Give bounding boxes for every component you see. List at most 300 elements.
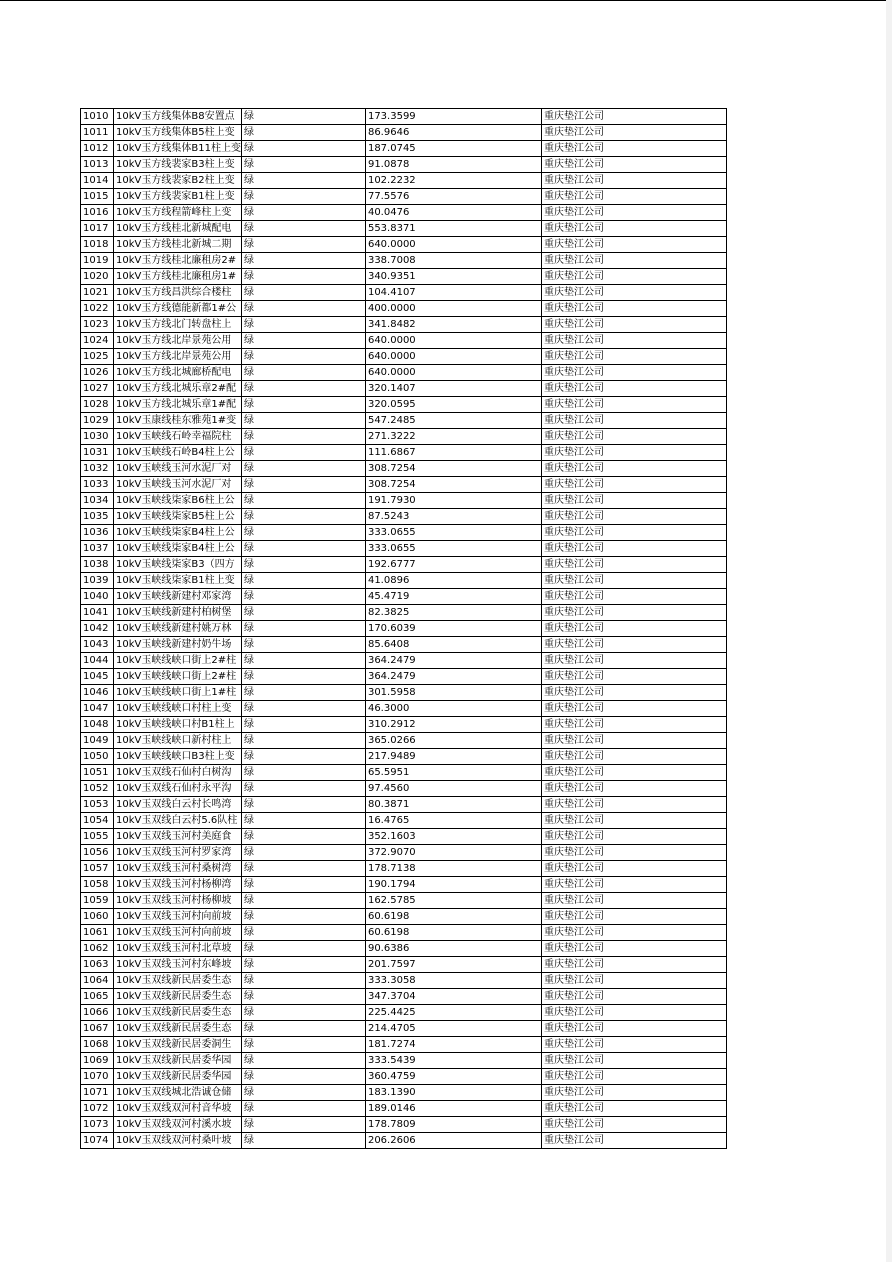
table-row xyxy=(81,605,727,621)
cell-id: 1064 xyxy=(81,973,114,989)
cell-company: 重庆垫江公司 xyxy=(541,685,726,701)
table-row xyxy=(81,1133,727,1149)
cell-status: 绿 xyxy=(241,349,365,365)
cell-company: 重庆垫江公司 xyxy=(541,813,726,829)
cell-name: 10kV玉双线城北浩诚仓储 xyxy=(114,1085,242,1101)
cell-company: 重庆垫江公司 xyxy=(541,349,726,365)
cell-status: 绿 xyxy=(241,989,365,1005)
cell-id: 1053 xyxy=(81,797,114,813)
cell-id: 1045 xyxy=(81,669,114,685)
cell-value: 320.0595 xyxy=(365,397,541,413)
cell-id: 1039 xyxy=(81,573,114,589)
cell-value: 191.7930 xyxy=(365,493,541,509)
cell-name: 10kV玉峡线柒家B5柱上公 xyxy=(114,509,242,525)
cell-id: 1037 xyxy=(81,541,114,557)
cell-id: 1023 xyxy=(81,317,114,333)
cell-status: 绿 xyxy=(241,717,365,733)
cell-name: 10kV玉方线裴家B3柱上变 xyxy=(114,157,242,173)
cell-status: 绿 xyxy=(241,605,365,621)
cell-company: 重庆垫江公司 xyxy=(541,205,726,221)
cell-value: 85.6408 xyxy=(365,637,541,653)
cell-status: 绿 xyxy=(241,189,365,205)
table-row xyxy=(81,621,727,637)
cell-status: 绿 xyxy=(241,413,365,429)
cell-name: 10kV玉峡线新建村奶牛场 xyxy=(114,637,242,653)
table-row xyxy=(81,589,727,605)
cell-id: 1014 xyxy=(81,173,114,189)
cell-name: 10kV玉双线玉河村向前坡 xyxy=(114,909,242,925)
cell-status: 绿 xyxy=(241,541,365,557)
cell-value: 82.3825 xyxy=(365,605,541,621)
cell-company: 重庆垫江公司 xyxy=(541,157,726,173)
table-row xyxy=(81,525,727,541)
table-row xyxy=(81,141,727,157)
cell-name: 10kV玉方线桂北新城二期 xyxy=(114,237,242,253)
table-row xyxy=(81,669,727,685)
cell-name: 10kV玉方线裴家B2柱上变 xyxy=(114,173,242,189)
cell-id: 1062 xyxy=(81,941,114,957)
table-row xyxy=(81,557,727,573)
cell-id: 1022 xyxy=(81,301,114,317)
cell-name: 10kV玉双线玉河村向前坡 xyxy=(114,925,242,941)
table-row xyxy=(81,1101,727,1117)
cell-status: 绿 xyxy=(241,141,365,157)
cell-name: 10kV玉峡线柒家B3（四方 xyxy=(114,557,242,573)
cell-status: 绿 xyxy=(241,365,365,381)
cell-name: 10kV玉峡线峡口街上1#柱 xyxy=(114,685,242,701)
cell-id: 1033 xyxy=(81,477,114,493)
cell-value: 187.0745 xyxy=(365,141,541,157)
cell-company: 重庆垫江公司 xyxy=(541,1117,726,1133)
cell-value: 364.2479 xyxy=(365,653,541,669)
cell-value: 190.1794 xyxy=(365,877,541,893)
table-body xyxy=(81,109,727,1149)
table-row xyxy=(81,541,727,557)
cell-company: 重庆垫江公司 xyxy=(541,925,726,941)
table-row xyxy=(81,333,727,349)
table-row xyxy=(81,909,727,925)
cell-value: 183.1390 xyxy=(365,1085,541,1101)
cell-id: 1011 xyxy=(81,125,114,141)
cell-company: 重庆垫江公司 xyxy=(541,861,726,877)
table-row xyxy=(81,685,727,701)
cell-value: 46.3000 xyxy=(365,701,541,717)
cell-company: 重庆垫江公司 xyxy=(541,333,726,349)
cell-value: 173.3599 xyxy=(365,109,541,125)
cell-status: 绿 xyxy=(241,397,365,413)
cell-id: 1017 xyxy=(81,221,114,237)
cell-company: 重庆垫江公司 xyxy=(541,461,726,477)
cell-value: 347.3704 xyxy=(365,989,541,1005)
cell-id: 1059 xyxy=(81,893,114,909)
cell-value: 301.5958 xyxy=(365,685,541,701)
cell-id: 1048 xyxy=(81,717,114,733)
cell-name: 10kV玉双线石仙村白树沟 xyxy=(114,765,242,781)
table-row xyxy=(81,189,727,205)
cell-id: 1063 xyxy=(81,957,114,973)
cell-value: 192.6777 xyxy=(365,557,541,573)
cell-value: 97.4560 xyxy=(365,781,541,797)
cell-id: 1032 xyxy=(81,461,114,477)
cell-id: 1071 xyxy=(81,1085,114,1101)
cell-value: 91.0878 xyxy=(365,157,541,173)
cell-value: 308.7254 xyxy=(365,461,541,477)
cell-value: 333.0655 xyxy=(365,525,541,541)
table-row xyxy=(81,173,727,189)
cell-value: 86.9646 xyxy=(365,125,541,141)
cell-company: 重庆垫江公司 xyxy=(541,589,726,605)
cell-status: 绿 xyxy=(241,445,365,461)
cell-company: 重庆垫江公司 xyxy=(541,317,726,333)
cell-value: 104.4107 xyxy=(365,285,541,301)
cell-status: 绿 xyxy=(241,237,365,253)
cell-value: 206.2606 xyxy=(365,1133,541,1149)
table-row xyxy=(81,749,727,765)
cell-company: 重庆垫江公司 xyxy=(541,637,726,653)
cell-value: 102.2232 xyxy=(365,173,541,189)
cell-company: 重庆垫江公司 xyxy=(541,669,726,685)
cell-company: 重庆垫江公司 xyxy=(541,717,726,733)
cell-status: 绿 xyxy=(241,429,365,445)
cell-company: 重庆垫江公司 xyxy=(541,1101,726,1117)
cell-name: 10kV玉双线白云村5.6队柱 xyxy=(114,813,242,829)
cell-value: 40.0476 xyxy=(365,205,541,221)
cell-company: 重庆垫江公司 xyxy=(541,749,726,765)
cell-id: 1042 xyxy=(81,621,114,637)
cell-id: 1047 xyxy=(81,701,114,717)
table-row xyxy=(81,877,727,893)
cell-status: 绿 xyxy=(241,285,365,301)
cell-id: 1029 xyxy=(81,413,114,429)
cell-company: 重庆垫江公司 xyxy=(541,189,726,205)
table-row xyxy=(81,381,727,397)
cell-name: 10kV玉双线玉河村罗家湾 xyxy=(114,845,242,861)
cell-status: 绿 xyxy=(241,1037,365,1053)
page-top-border xyxy=(0,0,892,1)
cell-company: 重庆垫江公司 xyxy=(541,541,726,557)
cell-name: 10kV玉双线双河村溪水坡 xyxy=(114,1117,242,1133)
cell-id: 1061 xyxy=(81,925,114,941)
cell-value: 547.2485 xyxy=(365,413,541,429)
cell-company: 重庆垫江公司 xyxy=(541,989,726,1005)
cell-value: 170.6039 xyxy=(365,621,541,637)
cell-value: 45.4719 xyxy=(365,589,541,605)
cell-name: 10kV玉峡线柒家B4柱上公 xyxy=(114,525,242,541)
cell-name: 10kV玉方线北岸景苑公用 xyxy=(114,349,242,365)
cell-name: 10kV玉方线程箭峰柱上变 xyxy=(114,205,242,221)
table-row xyxy=(81,989,727,1005)
cell-company: 重庆垫江公司 xyxy=(541,269,726,285)
cell-company: 重庆垫江公司 xyxy=(541,1085,726,1101)
table-row xyxy=(81,1021,727,1037)
table-row xyxy=(81,653,727,669)
cell-status: 绿 xyxy=(241,333,365,349)
cell-company: 重庆垫江公司 xyxy=(541,653,726,669)
table-row xyxy=(81,813,727,829)
cell-value: 214.4705 xyxy=(365,1021,541,1037)
cell-value: 338.7008 xyxy=(365,253,541,269)
table-row xyxy=(81,365,727,381)
cell-company: 重庆垫江公司 xyxy=(541,1133,726,1149)
cell-status: 绿 xyxy=(241,941,365,957)
cell-status: 绿 xyxy=(241,653,365,669)
cell-status: 绿 xyxy=(241,813,365,829)
table-row xyxy=(81,893,727,909)
cell-status: 绿 xyxy=(241,797,365,813)
cell-value: 640.0000 xyxy=(365,349,541,365)
cell-value: 640.0000 xyxy=(365,333,541,349)
cell-name: 10kV玉双线新民居委生态 xyxy=(114,1021,242,1037)
cell-name: 10kV玉双线石仙村永平沟 xyxy=(114,781,242,797)
table-row xyxy=(81,765,727,781)
cell-name: 10kV玉方线裴家B1柱上变 xyxy=(114,189,242,205)
cell-id: 1055 xyxy=(81,829,114,845)
cell-value: 333.3058 xyxy=(365,973,541,989)
cell-status: 绿 xyxy=(241,861,365,877)
table-row xyxy=(81,781,727,797)
cell-status: 绿 xyxy=(241,589,365,605)
cell-id: 1025 xyxy=(81,349,114,365)
cell-company: 重庆垫江公司 xyxy=(541,797,726,813)
cell-value: 333.5439 xyxy=(365,1053,541,1069)
cell-name: 10kV玉峡线石岭B4柱上公 xyxy=(114,445,242,461)
cell-status: 绿 xyxy=(241,157,365,173)
table-row xyxy=(81,125,727,141)
cell-value: 341.8482 xyxy=(365,317,541,333)
cell-name: 10kV玉峡线峡口街上2#柱 xyxy=(114,653,242,669)
cell-company: 重庆垫江公司 xyxy=(541,957,726,973)
table-row xyxy=(81,637,727,653)
cell-value: 16.4765 xyxy=(365,813,541,829)
cell-value: 217.9489 xyxy=(365,749,541,765)
cell-value: 178.7138 xyxy=(365,861,541,877)
cell-company: 重庆垫江公司 xyxy=(541,221,726,237)
cell-status: 绿 xyxy=(241,621,365,637)
cell-name: 10kV玉峡线柒家B1柱上变 xyxy=(114,573,242,589)
cell-status: 绿 xyxy=(241,733,365,749)
cell-company: 重庆垫江公司 xyxy=(541,237,726,253)
cell-company: 重庆垫江公司 xyxy=(541,605,726,621)
table-row xyxy=(81,973,727,989)
table-row xyxy=(81,717,727,733)
cell-name: 10kV玉双线双河村桑叶坡 xyxy=(114,1133,242,1149)
cell-name: 10kV玉双线玉河村桑树湾 xyxy=(114,861,242,877)
cell-company: 重庆垫江公司 xyxy=(541,573,726,589)
table-row xyxy=(81,317,727,333)
cell-value: 271.3222 xyxy=(365,429,541,445)
cell-name: 10kV玉双线玉河村美庭食 xyxy=(114,829,242,845)
cell-status: 绿 xyxy=(241,1005,365,1021)
cell-id: 1070 xyxy=(81,1069,114,1085)
table-row xyxy=(81,253,727,269)
cell-id: 1052 xyxy=(81,781,114,797)
cell-status: 绿 xyxy=(241,957,365,973)
cell-status: 绿 xyxy=(241,205,365,221)
cell-name: 10kV玉峡线玉河水泥厂对 xyxy=(114,477,242,493)
cell-status: 绿 xyxy=(241,125,365,141)
cell-company: 重庆垫江公司 xyxy=(541,285,726,301)
cell-company: 重庆垫江公司 xyxy=(541,445,726,461)
table-row xyxy=(81,509,727,525)
cell-company: 重庆垫江公司 xyxy=(541,621,726,637)
cell-status: 绿 xyxy=(241,477,365,493)
cell-id: 1074 xyxy=(81,1133,114,1149)
cell-value: 201.7597 xyxy=(365,957,541,973)
cell-value: 640.0000 xyxy=(365,365,541,381)
table-row xyxy=(81,701,727,717)
cell-name: 10kV玉峡线峡口B3柱上变 xyxy=(114,749,242,765)
cell-status: 绿 xyxy=(241,893,365,909)
cell-status: 绿 xyxy=(241,1069,365,1085)
cell-company: 重庆垫江公司 xyxy=(541,477,726,493)
cell-company: 重庆垫江公司 xyxy=(541,125,726,141)
cell-company: 重庆垫江公司 xyxy=(541,733,726,749)
cell-company: 重庆垫江公司 xyxy=(541,365,726,381)
cell-status: 绿 xyxy=(241,909,365,925)
cell-value: 189.0146 xyxy=(365,1101,541,1117)
table-row xyxy=(81,845,727,861)
cell-status: 绿 xyxy=(241,925,365,941)
cell-status: 绿 xyxy=(241,1085,365,1101)
cell-value: 372.9070 xyxy=(365,845,541,861)
table-row xyxy=(81,413,727,429)
cell-company: 重庆垫江公司 xyxy=(541,301,726,317)
cell-status: 绿 xyxy=(241,301,365,317)
cell-status: 绿 xyxy=(241,685,365,701)
cell-status: 绿 xyxy=(241,253,365,269)
cell-id: 1012 xyxy=(81,141,114,157)
table-row xyxy=(81,1085,727,1101)
cell-status: 绿 xyxy=(241,557,365,573)
cell-name: 10kV玉双线新民居委生态 xyxy=(114,973,242,989)
cell-name: 10kV玉双线白云村长鸣湾 xyxy=(114,797,242,813)
cell-value: 310.2912 xyxy=(365,717,541,733)
cell-name: 10kV玉峡线峡口街上2#柱 xyxy=(114,669,242,685)
table-row xyxy=(81,349,727,365)
cell-value: 41.0896 xyxy=(365,573,541,589)
cell-status: 绿 xyxy=(241,669,365,685)
cell-status: 绿 xyxy=(241,173,365,189)
cell-id: 1046 xyxy=(81,685,114,701)
cell-id: 1021 xyxy=(81,285,114,301)
cell-id: 1050 xyxy=(81,749,114,765)
cell-company: 重庆垫江公司 xyxy=(541,1053,726,1069)
cell-id: 1031 xyxy=(81,445,114,461)
table-row xyxy=(81,477,727,493)
cell-name: 10kV玉方线北岸景苑公用 xyxy=(114,333,242,349)
cell-company: 重庆垫江公司 xyxy=(541,109,726,125)
cell-status: 绿 xyxy=(241,877,365,893)
cell-status: 绿 xyxy=(241,1101,365,1117)
table-row xyxy=(81,861,727,877)
cell-status: 绿 xyxy=(241,1133,365,1149)
cell-id: 1015 xyxy=(81,189,114,205)
cell-status: 绿 xyxy=(241,973,365,989)
cell-company: 重庆垫江公司 xyxy=(541,941,726,957)
cell-value: 111.6867 xyxy=(365,445,541,461)
cell-status: 绿 xyxy=(241,461,365,477)
cell-name: 10kV玉双线玉河村东峰坡 xyxy=(114,957,242,973)
cell-value: 320.1407 xyxy=(365,381,541,397)
cell-status: 绿 xyxy=(241,221,365,237)
cell-value: 162.5785 xyxy=(365,893,541,909)
cell-value: 352.1603 xyxy=(365,829,541,845)
table-row xyxy=(81,157,727,173)
cell-value: 178.7809 xyxy=(365,1117,541,1133)
cell-id: 1020 xyxy=(81,269,114,285)
table-row xyxy=(81,445,727,461)
cell-company: 重庆垫江公司 xyxy=(541,493,726,509)
cell-value: 87.5243 xyxy=(365,509,541,525)
table-row xyxy=(81,957,727,973)
table-row xyxy=(81,925,727,941)
cell-name: 10kV玉峡线新建村姚万林 xyxy=(114,621,242,637)
cell-name: 10kV玉方线桂北廉租房1# xyxy=(114,269,242,285)
cell-value: 77.5576 xyxy=(365,189,541,205)
cell-company: 重庆垫江公司 xyxy=(541,509,726,525)
cell-id: 1010 xyxy=(81,109,114,125)
cell-id: 1049 xyxy=(81,733,114,749)
cell-id: 1044 xyxy=(81,653,114,669)
cell-company: 重庆垫江公司 xyxy=(541,525,726,541)
cell-company: 重庆垫江公司 xyxy=(541,397,726,413)
cell-id: 1066 xyxy=(81,1005,114,1021)
table-row xyxy=(81,237,727,253)
cell-id: 1067 xyxy=(81,1021,114,1037)
cell-company: 重庆垫江公司 xyxy=(541,877,726,893)
table-row xyxy=(81,797,727,813)
table-row xyxy=(81,1037,727,1053)
cell-status: 绿 xyxy=(241,1021,365,1037)
cell-id: 1068 xyxy=(81,1037,114,1053)
cell-company: 重庆垫江公司 xyxy=(541,173,726,189)
cell-name: 10kV玉峡线新建村邓家湾 xyxy=(114,589,242,605)
cell-name: 10kV玉双线新民居委生态 xyxy=(114,989,242,1005)
cell-id: 1072 xyxy=(81,1101,114,1117)
table-row xyxy=(81,573,727,589)
cell-status: 绿 xyxy=(241,1053,365,1069)
cell-id: 1041 xyxy=(81,605,114,621)
cell-company: 重庆垫江公司 xyxy=(541,1069,726,1085)
cell-name: 10kV玉双线新民居委华园 xyxy=(114,1069,242,1085)
table-row xyxy=(81,429,727,445)
cell-company: 重庆垫江公司 xyxy=(541,765,726,781)
cell-name: 10kV玉双线双河村音华坡 xyxy=(114,1101,242,1117)
cell-value: 90.6386 xyxy=(365,941,541,957)
cell-name: 10kV玉方线北门转盘柱上 xyxy=(114,317,242,333)
cell-name: 10kV玉方线北城廊桥配电 xyxy=(114,365,242,381)
cell-id: 1069 xyxy=(81,1053,114,1069)
cell-id: 1034 xyxy=(81,493,114,509)
cell-value: 65.5951 xyxy=(365,765,541,781)
cell-status: 绿 xyxy=(241,1117,365,1133)
cell-status: 绿 xyxy=(241,109,365,125)
cell-value: 640.0000 xyxy=(365,237,541,253)
cell-status: 绿 xyxy=(241,509,365,525)
cell-value: 80.3871 xyxy=(365,797,541,813)
cell-id: 1028 xyxy=(81,397,114,413)
cell-id: 1035 xyxy=(81,509,114,525)
cell-value: 60.6198 xyxy=(365,909,541,925)
table-row xyxy=(81,1069,727,1085)
cell-company: 重庆垫江公司 xyxy=(541,781,726,797)
cell-name: 10kV玉峡线新建村柏树堡 xyxy=(114,605,242,621)
table-row xyxy=(81,301,727,317)
table-row xyxy=(81,1117,727,1133)
cell-status: 绿 xyxy=(241,573,365,589)
cell-company: 重庆垫江公司 xyxy=(541,141,726,157)
cell-status: 绿 xyxy=(241,749,365,765)
